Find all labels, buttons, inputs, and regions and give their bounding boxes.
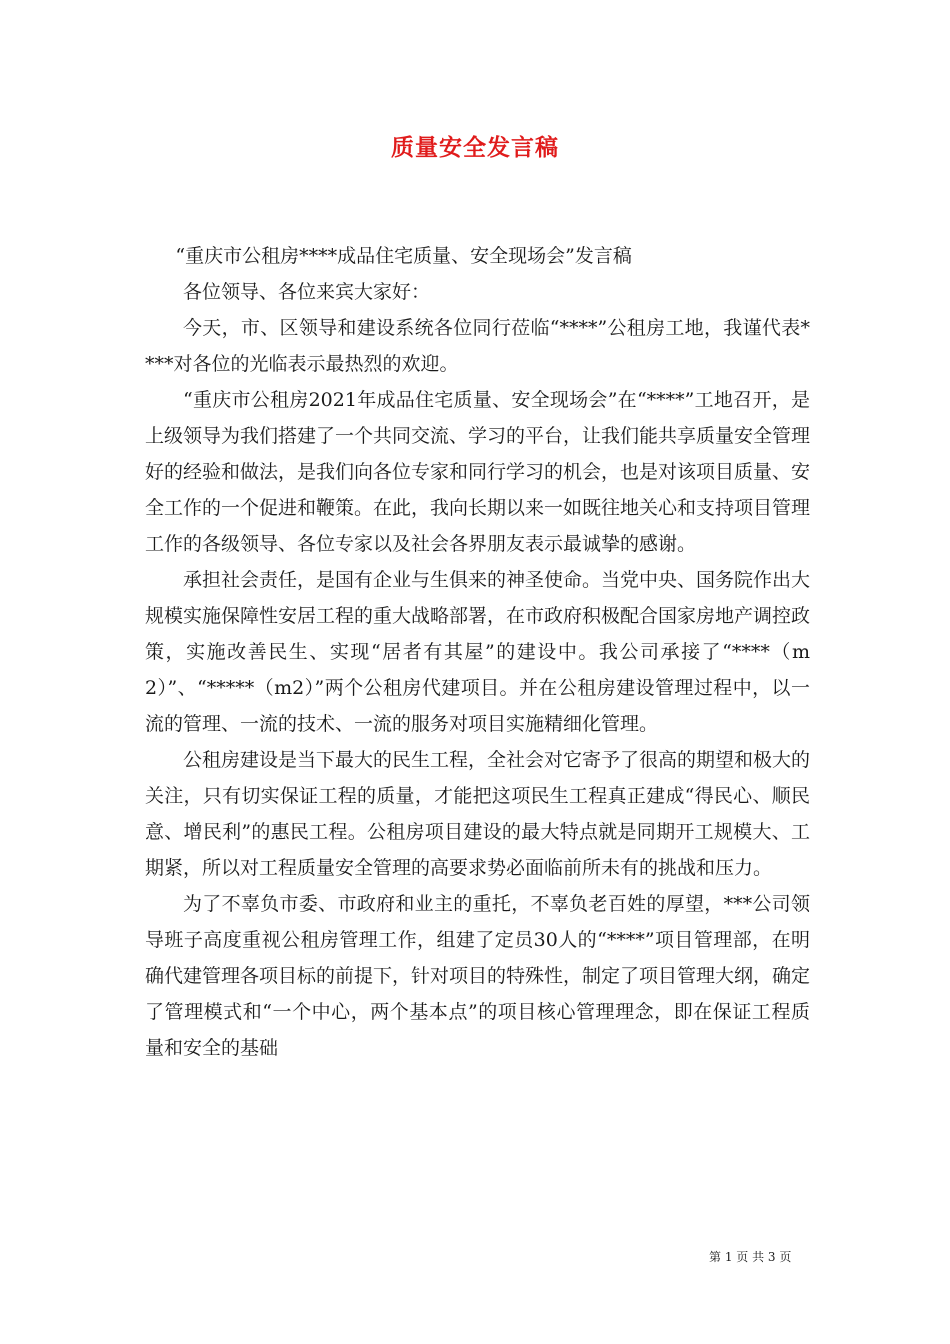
document-body [145,238,810,1066]
paragraph-welcome: 今天，市、区领导和建设系统各位同行莅临“****”公租房工地，我谨代表****对各位的光临表示最热烈的欢迎。 [145,317,810,375]
paragraph-management: 为了不辜负市委、市政府和业主的重托，不辜负老百姓的厚望，***公司领导班子高度重视公租房管理工作，组建了定员30人的“****”项目管理部，在明确代建管理各项目标的前提下，针对项目的特殊性，制定了项目管理大纲，确定了管理模式和“一个中心，两个基本点”的项目核心管理理念，即在保证工程质量和安全的基础 [145,893,811,1059]
document-title: 质量安全发言稿 [391,134,559,161]
paragraph-heading-line: “重庆市公租房****成品住宅质量、安全现场会”发言稿 [175,245,632,267]
paragraph-greeting: 各位领导、各位来宾大家好： [183,281,431,303]
paragraph-livelihood: 公租房建设是当下最大的民生工程，全社会对它寄予了很高的期望和极大的关注，只有切实保证工程的质量，才能把这项民生工程真正建成“得民心、顺民意、增民利”的惠民工程。公租房项目建设的最大特点就是同期开工规模大、工期紧，所以对工程质量安全管理的高要求势必面临前所未有的挑战和压力。 [145,749,811,879]
paragraph-meeting: “重庆市公租房2021年成品住宅质量、安全现场会”在“****”工地召开，是上级领导为我们搭建了一个共同交流、学习的平台，让我们能共享质量安全管理好的经验和做法，是我们向各位专家和同行学习的机会，也是对该项目质量、安全工作的一个促进和鞭策。在此，我向长期以来一如既往地关心和支持项目管理工作的各级领导、各位专家以及社会各界朋友表示最诚挚的感谢。 [145,389,811,555]
paragraph-responsibility: 承担社会责任，是国有企业与生俱来的神圣使命。当党中央、国务院作出大规模实施保障性安居工程的重大战略部署，在市政府积极配合国家房地产调控政策，实施改善民生、实现“居者有其屋”的建设中。我公司承接了“****（m2）”、“*****（m2）”两个公租房代建项目。并在公租房建设管理过程中，以一流的管理、一流的技术、一流的服务对项目实施精细化管理。 [145,569,811,735]
page-footer: 第 1 页 共 3 页 [709,1250,792,1264]
